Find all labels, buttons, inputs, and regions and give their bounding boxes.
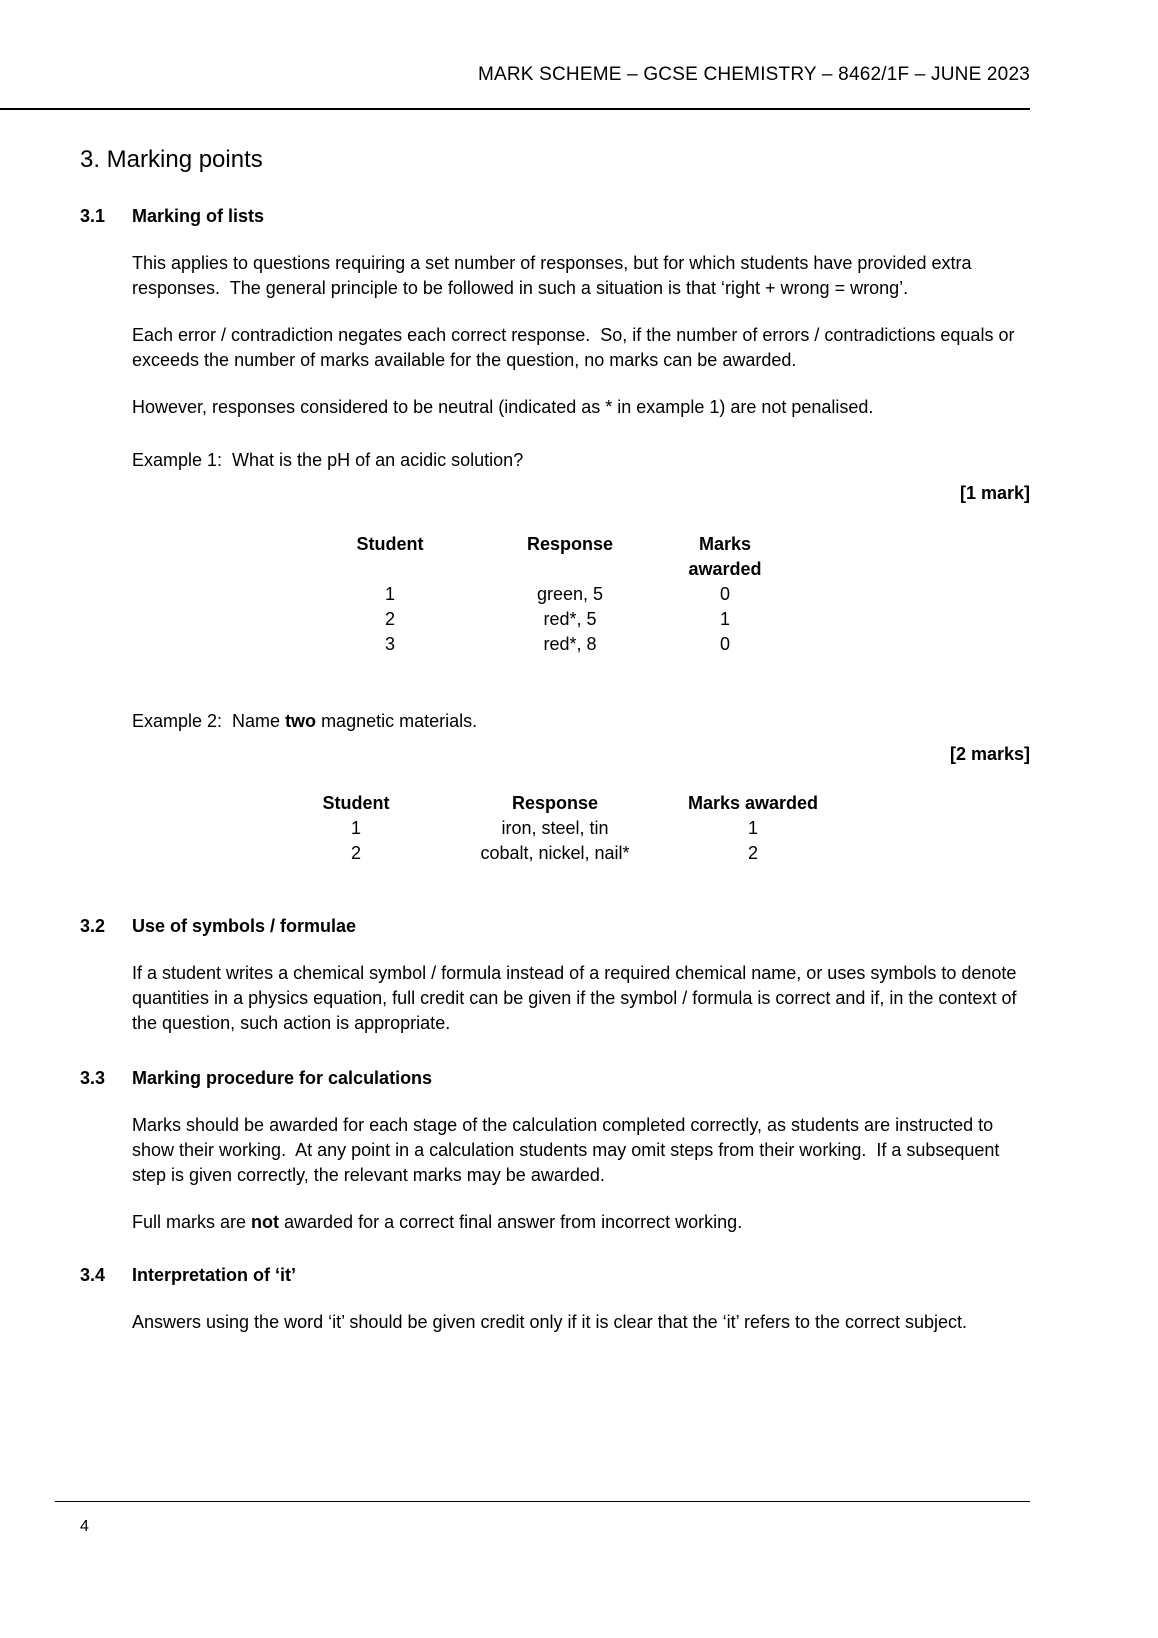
section-3-2-number: 3.2 [80, 916, 106, 936]
example-2-label-prefix: Example 2: Name [132, 711, 286, 731]
table-cell-response: red*, 8 [543, 634, 597, 654]
section-3-1-number: 3.1 [80, 206, 106, 226]
table-header-row [310, 532, 1030, 582]
full-marks-suffix: awarded for a correct final answer from incorrect working. [279, 1212, 743, 1232]
table-header-student: Student [356, 534, 424, 554]
example-1-table [310, 532, 1030, 657]
table-row [280, 816, 1030, 841]
section-3-1-heading: Marking of lists [132, 206, 265, 226]
table-cell-response: cobalt, nickel, nail* [480, 843, 630, 863]
document-title: 3. Marking points [80, 146, 263, 173]
section-3-2-heading-row [80, 914, 1030, 939]
section-3-3-paragraph-2 [132, 1210, 1030, 1235]
example-1-marks-label: [1 mark] [959, 483, 1030, 503]
table-cell-response: iron, steel, tin [501, 818, 609, 838]
page-header [80, 0, 1030, 86]
example-1-label: Example 1: What is the pH of an acidic solution? [132, 450, 524, 470]
section-3-4-heading: Interpretation of ‘it’ [132, 1265, 296, 1285]
table-row [310, 582, 1030, 607]
table-cell-marks: 2 [747, 843, 758, 863]
table-cell-marks: 1 [719, 609, 730, 629]
table-cell-response: red*, 5 [543, 609, 597, 629]
table-row [310, 607, 1030, 632]
section-3-4-heading-row [80, 1263, 1030, 1288]
section-3-2-heading: Use of symbols / formulae [132, 916, 357, 936]
section-3-1-paragraph-3: However, responses considered to be neutral (indicated as * in example 1) are not penalised. [132, 397, 874, 417]
example-2-table [280, 791, 1030, 866]
section-3-4-number: 3.4 [80, 1265, 106, 1285]
example-2-label-bold: two [285, 711, 317, 731]
section-3-2-paragraph: If a student writes a chemical symbol / formula instead of a required chemical name, or uses symbols to denote quantities in a physics equation, full credit can be given if the symbol / formula is correct and if, in the context of the question, such action is appropriate. [132, 963, 1022, 1033]
table-cell-student: 3 [384, 634, 395, 654]
section-3-3-paragraph-1: Marks should be awarded for each stage of the calculation completed correctly, as students are instructed to show their working. At any point in a calculation students may omit steps from their working. If a subsequent step is given correctly, the relevant marks may be awarded. [132, 1115, 1005, 1185]
full-marks-prefix: Full marks are [132, 1212, 252, 1232]
table-header-marks-awarded: Marks awarded [688, 534, 762, 579]
page-number: 4 [80, 1518, 89, 1535]
section-3-3-heading-row [80, 1066, 1030, 1091]
table-row [310, 632, 1030, 657]
full-marks-bold: not [251, 1212, 280, 1232]
table-cell-student: 1 [384, 584, 395, 604]
section-3-1-paragraph-2: Each error / contradiction negates each correct response. So, if the number of errors / contradictions equals or exceeds the number of marks available for the question, no marks can be awarded. [132, 325, 1020, 370]
footer-divider [55, 1501, 1030, 1502]
table-header-student: Student [322, 793, 390, 813]
section-3-3-heading: Marking procedure for calculations [132, 1068, 433, 1088]
section-3-1-heading-row [80, 204, 1030, 229]
table-header-response: Response [526, 534, 614, 554]
table-cell-marks: 1 [747, 818, 758, 838]
section-3-3-number: 3.3 [80, 1068, 106, 1088]
table-header-marks-awarded: Marks awarded [687, 793, 819, 813]
section-3-4-paragraph: Answers using the word ‘it’ should be given credit only if it is clear that the ‘it’ refers to the correct subject. [132, 1312, 968, 1332]
table-cell-marks: 0 [719, 634, 730, 654]
table-cell-student: 2 [350, 843, 361, 863]
example-2-label-suffix: magnetic materials. [316, 711, 478, 731]
table-header-response: Response [511, 793, 599, 813]
table-header-row [280, 791, 1030, 816]
table-cell-response: green, 5 [536, 584, 604, 604]
table-cell-student: 2 [384, 609, 395, 629]
header-title: MARK SCHEME – GCSE CHEMISTRY – 8462/1F – JUNE 2023 [477, 64, 1030, 85]
table-row [280, 841, 1030, 866]
section-3-1-paragraph-1: This applies to questions requiring a set number of responses, but for which students have provided extra responses. The general principle to be followed in such a situation is that ‘right + wrong = wrong’. [132, 253, 977, 298]
table-cell-marks: 0 [719, 584, 730, 604]
example-2-marks-label: [2 marks] [949, 744, 1030, 764]
header-divider [0, 108, 1030, 110]
example-2-label [132, 709, 1030, 734]
table-cell-student: 1 [350, 818, 361, 838]
